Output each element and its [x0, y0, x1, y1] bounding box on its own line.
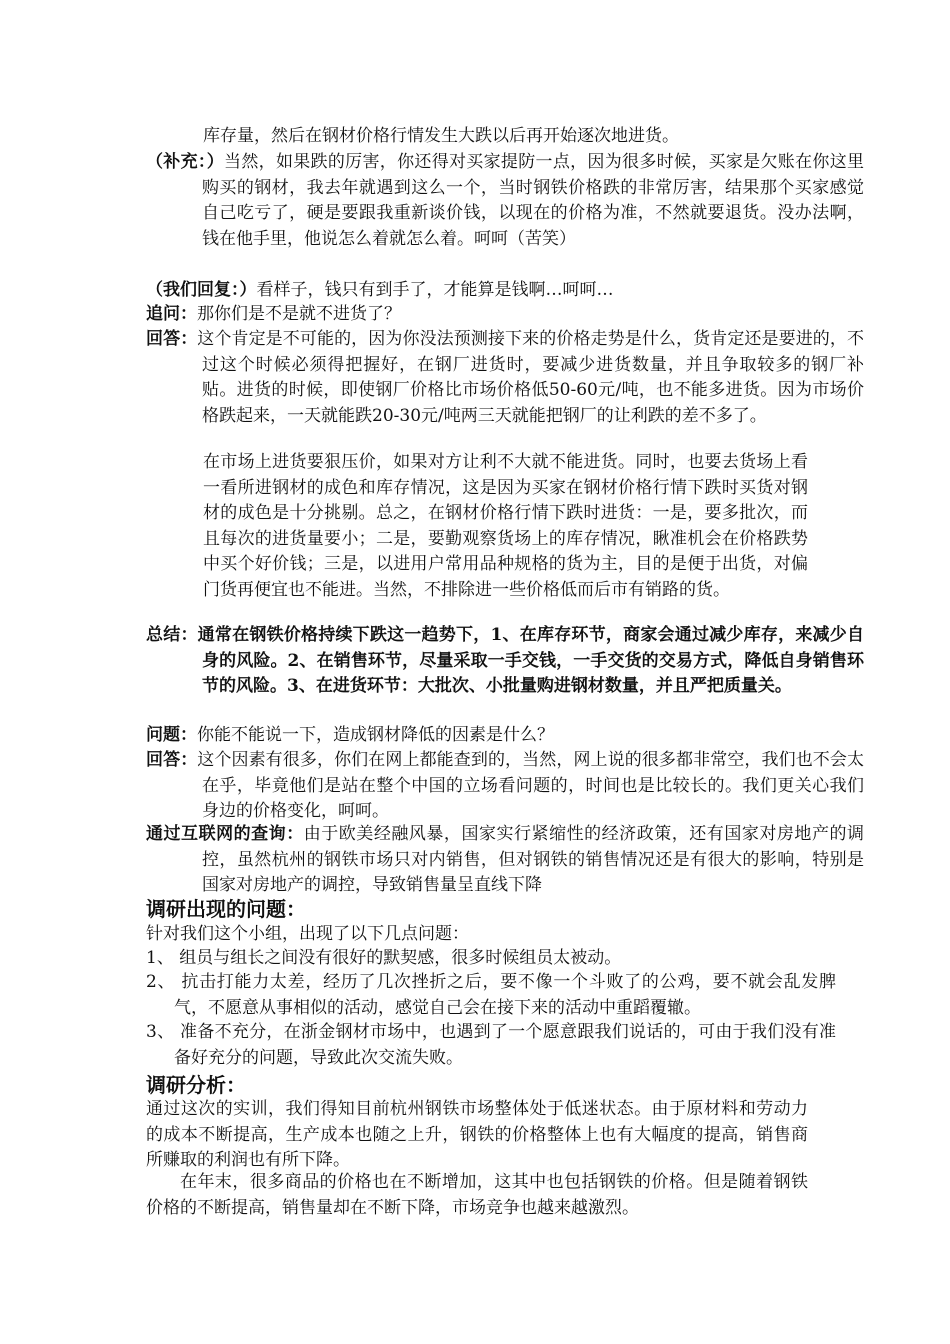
- follow-up-label: 追问：: [146, 304, 197, 324]
- analysis-paragraph-2: 在年末，很多商品的价格也在不断增加，这其中也包括钢铁的价格。但是随着钢铁价格的不断提高，销售量却在不断下降，市场竞争也越来越激烈。: [146, 1172, 808, 1218]
- problem-text: 抗击打能力太差，经历了几次挫折之后，要不像一个斗败了的公鸡，要不就会乱发脾气，不愿意从事相似的活动，感觉自己会在接下来的活动中重蹈覆辙。: [174, 972, 837, 1018]
- our-reply-text: 看样子，钱只有到手了，才能算是钱啊…呵呵…: [256, 280, 614, 300]
- our-reply-label: （我们回复：）: [146, 280, 257, 300]
- problems-heading: 调研出现的问题：: [146, 897, 306, 921]
- problem-text: 准备不充分，在浙金钢材市场中，也遇到了一个愿意跟我们说话的，可由于我们没有准备好充分的问题，导致此次交流失败。: [174, 1022, 837, 1068]
- answer-label: 回答：: [146, 329, 198, 349]
- follow-up-question: [146, 302, 864, 328]
- summary-label: 总结：: [146, 625, 198, 645]
- problem-number: 1、: [146, 948, 174, 968]
- answer-text: 这个肯定是不可能的，因为你没法预测接下来的价格走势是什么，货肯定还是要进的，不过这个时候必须得把握好，在钢厂进货时，要减少进货数量，并且争取较多的钢厂补贴。进货的时候，即使钢厂价格比市场价格低50-60元/吨，也不能多进货。因为市场价格跌起来，一天就能跌20-30元/吨两三天就能把钢厂的让利跌的差不多了。: [197, 329, 865, 426]
- answer-label-2: 回答：: [146, 750, 198, 770]
- supplement-paragraph: [146, 150, 864, 252]
- supplement-text: 当然，如果跌的厉害，你还得对买家提防一点，因为很多时候，买家是欠账在你这里购买的钢材，我去年就遇到这么一个，当时钢铁价格跌的非常厉害，结果那个买家感觉自己吃亏了，硬是要跟我重新谈价钱，以现在的价格为准，不然就要退货。没办法啊，钱在他手里，他说怎么着就怎么着。呵呵（苦笑）: [202, 152, 865, 249]
- problem-item: [146, 1020, 836, 1071]
- problem-number: 2、: [146, 972, 176, 992]
- answer-paragraph-2: 在市场上进货要狠压价，如果对方让利不大就不能进货。同时，也要去货场上看一看所进钢材的成色和库存情况，这是因为买家在钢材价格行情下跌时买货对钢材的成色是十分挑剔。总之，在钢材价格行情下跌时进货：一是，要多批次，而且每次的进货量要小；二是，要勤观察货场上的库存情况，瞅准机会在价格跌势中买个好价钱；三是，以进用户常用品种规格的货为主，目的是便于出货，对偏门货再便宜也不能进。当然，不排除进一些价格低而后市有销路的货。: [203, 452, 808, 600]
- analysis-heading: 调研分析：: [146, 1073, 246, 1097]
- question-label: 问题：: [146, 725, 197, 745]
- internet-query-paragraph: [146, 822, 864, 899]
- follow-up-text: 那你们是不是就不进货了？: [197, 304, 401, 324]
- summary-paragraph: [146, 623, 864, 700]
- problem-number: 3、: [146, 1022, 175, 1042]
- question-paragraph: [146, 723, 864, 749]
- internet-query-text: 由于欧美经融风暴，国家实行紧缩性的经济政策，还有国家对房地产的调控，虽然杭州的钢铁市场只对内销售，但对钢铁的销售情况还是有很大的影响，特别是国家对房地产的调控，导致销售量呈直线下降: [202, 824, 865, 896]
- problem-item: [146, 970, 836, 1021]
- supplement-label: （补充：）: [146, 152, 225, 172]
- problems-intro: 针对我们这个小组，出现了以下几点问题：: [146, 924, 469, 944]
- analysis-paragraph-1: 通过这次的实训，我们得知目前杭州钢铁市场整体处于低迷状态。由于原材料和劳动力的成本不断提高，生产成本也随之上升，钢铁的价格整体上也有大幅度的提高，销售商所赚取的利润也有所下降。: [146, 1099, 808, 1171]
- summary-text: 通常在钢铁价格持续下跌这一趋势下，1、在库存环节，商家会通过减少库存，来减少自身的风险。2、在销售环节，尽量采取一手交钱，一手交货的交易方式，降低自身销售环节的风险。3、在进货环节：大批次、小批量购进钢材数量，并且严把质量关。: [197, 625, 864, 697]
- answer-paragraph-3: [146, 748, 864, 825]
- answer-paragraph-1: [146, 327, 864, 429]
- question-text: 你能不能说一下，造成钢材降低的因素是什么？: [197, 725, 554, 745]
- problem-item: [146, 946, 836, 972]
- problem-text: 组员与组长之间没有很好的默契感，很多时候组员太被动。: [179, 948, 622, 968]
- internet-query-label: 通过互联网的查询：: [146, 824, 304, 844]
- interview-continuation: 库存量，然后在钢材价格行情发生大跌以后再开始逐次地进货。: [203, 126, 679, 146]
- our-reply-paragraph: [146, 278, 864, 304]
- answer-text-2: 这个因素有很多，你们在网上都能查到的，当然，网上说的很多都非常空，我们也不会太在乎，毕竟他们是站在整个中国的立场看问题的，时间也是比较长的。我们更关心我们身边的价格变化，呵呵。: [197, 750, 865, 822]
